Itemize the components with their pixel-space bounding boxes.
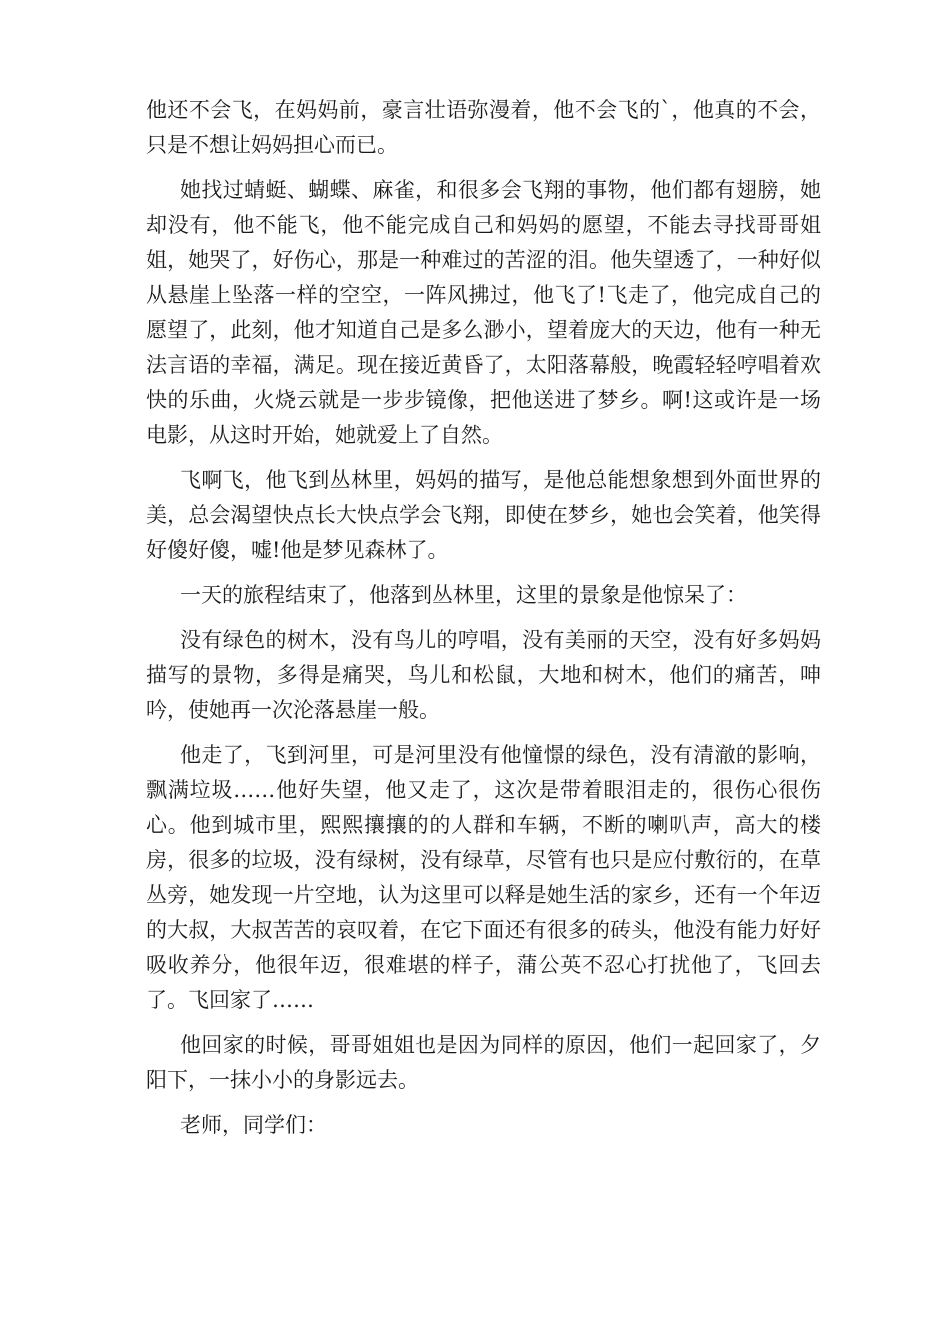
paragraph: 一天的旅程结束了，他落到丛林里，这里的景象是他惊呆了：: [180, 583, 747, 607]
paragraph: 没有绿色的树木，没有鸟儿的哼唱，没有美丽的天空，没有好多妈妈描写的景物，多得是痛哭，鸟儿和松鼠，大地和树木，他们的痛苦，呻吟，使她再一次沦落悬崖一般。: [146, 628, 821, 722]
paragraph: 他回家的时候，哥哥姐姐也是因为同样的原因，他们一起回家了，夕阳下，一抹小小的身影远去。: [146, 1033, 821, 1092]
document-body: [146, 93, 821, 1153]
paragraph: 她找过蜻蜓、蝴蝶、麻雀，和很多会飞翔的事物，他们都有翅膀，她却没有，他不能飞，他不能完成自己和妈妈的愿望，不能去寻找哥哥姐姐，她哭了，好伤心，那是一种难过的苦涩的泪。他失望透了，一种好似从悬崖上坠落一样的空空，一阵风拂过，他飞了!飞走了，他完成自己的愿望了，此刻，他才知道自己是多么渺小，望着庞大的天边，他有一种无法言语的幸福，满足。现在接近黄昏了，太阳落幕般，晚霞轻轻哼唱着欢快的乐曲，火烧云就是一步步镜像，把他送进了梦乡。啊!这或许是一场电影，从这时开始，她就爱上了自然。: [146, 178, 821, 447]
paragraph: 他走了，飞到河里，可是河里没有他憧憬的绿色，没有清澈的影响，飘满垃圾……他好失望，他又走了，这次是带着眼泪走的，很伤心很伤心。他到城市里，熙熙攘攘的的人群和车辆，不断的喇叭声，高大的楼房，很多的垃圾，没有绿树，没有绿草，尽管有也只是应付敷衍的，在草丛旁，她发现一片空地，认为这里可以释是她生活的家乡，还有一个年迈的大叔，大叔苦苦的哀叹着，在它下面还有很多的砖头，他没有能力好好吸收养分，他很年迈，很难堪的样子，蒲公英不忍心打扰他了，飞回去了。飞回家了……: [146, 743, 821, 1012]
paragraph: 老师，同学们：: [180, 1113, 327, 1137]
paragraph: 飞啊飞，他飞到丛林里，妈妈的描写，是他总能想象想到外面世界的美，总会渴望快点长大快点学会飞翔，即使在梦乡，她也会笑着，他笑得好傻好傻，嘘!他是梦见森林了。: [146, 468, 821, 562]
paragraph: 他还不会飞，在妈妈前，豪言壮语弥漫着，他不会飞的`，他真的不会，只是不想让妈妈担心而已。: [146, 98, 821, 157]
